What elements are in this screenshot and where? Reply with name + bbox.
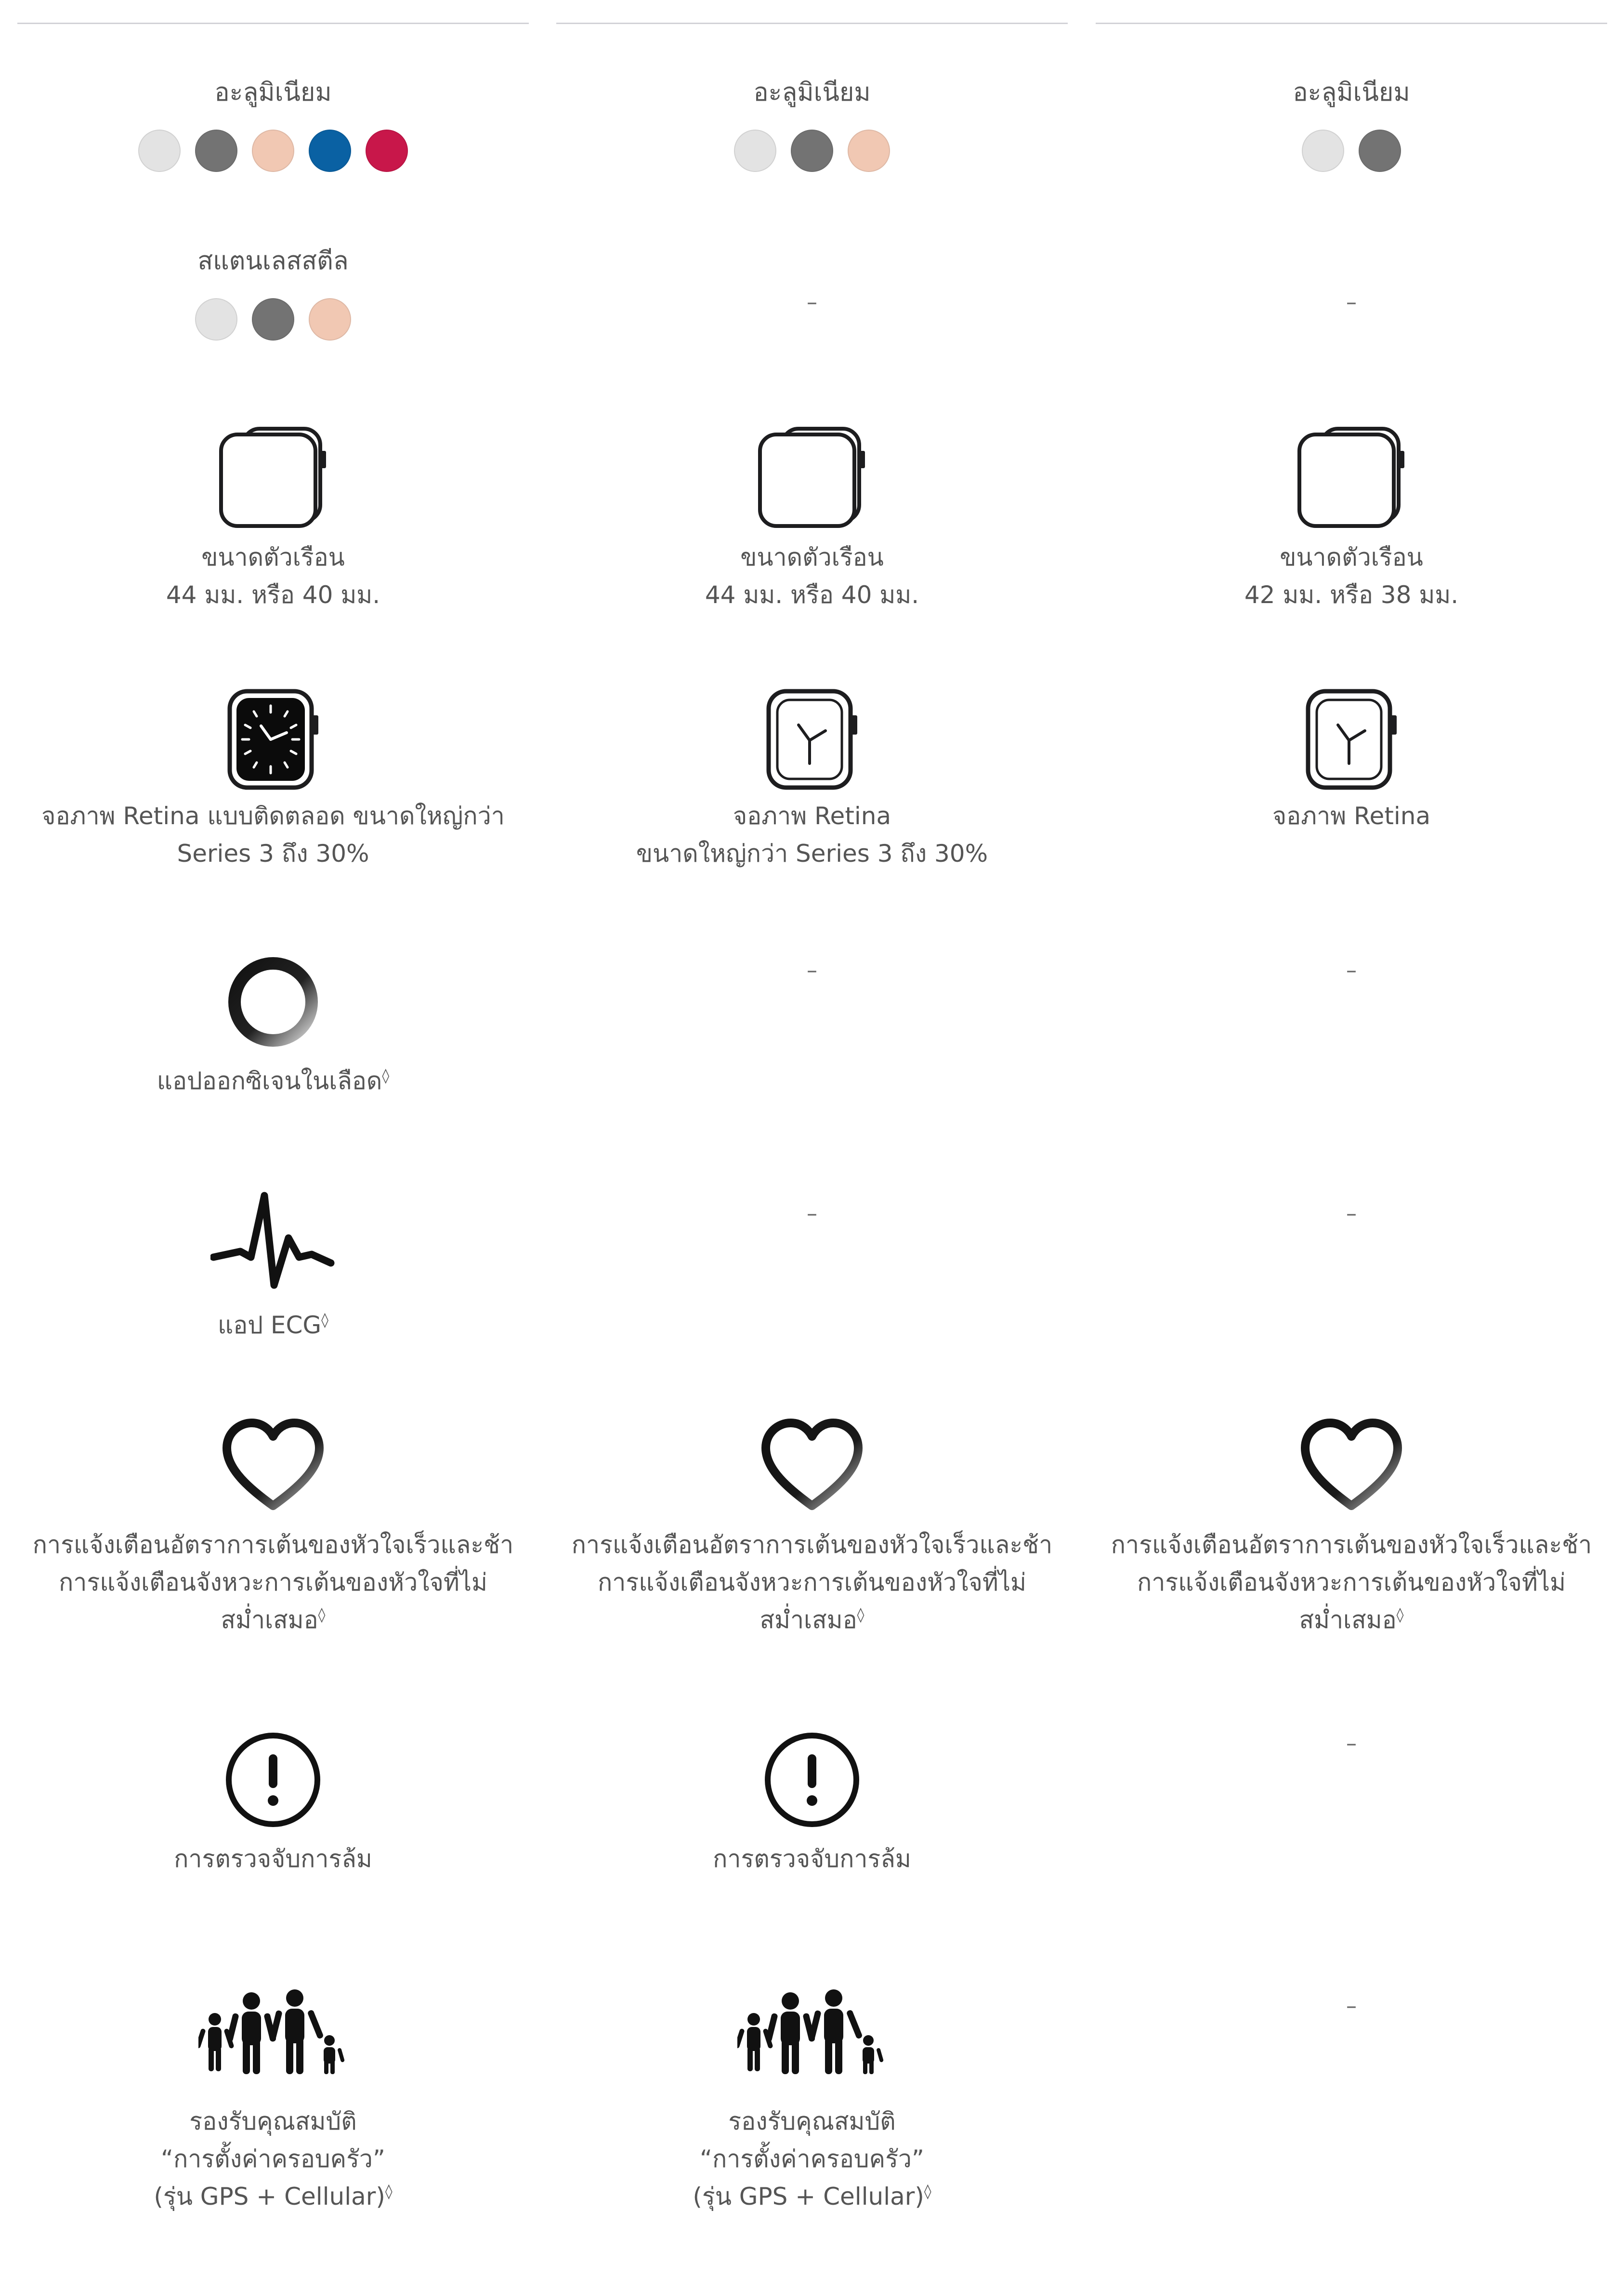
retina-display-icon [1303,686,1400,792]
not-available-dash [556,290,1068,315]
color-swatch-silver[interactable] [138,130,181,172]
heart-icon [1298,1416,1404,1513]
dash-text: – [1346,958,1357,983]
case-size-feature [1096,424,1607,614]
label-text: 44 มม. หรือ 40 มม. [705,581,919,609]
footnote-mark[interactable]: ◊ [385,2183,393,2200]
column-divider [17,23,529,24]
heart-notification-feature [556,1416,1068,1639]
compare-column-series-6 [17,0,529,2289]
column-divider [556,23,1068,24]
dash-text: – [807,1201,817,1226]
color-swatches [195,298,351,341]
color-swatch-gold[interactable] [848,130,890,172]
label-text: แอปออกซิเจนในเลือด [157,1067,382,1095]
label-line [154,2178,392,2215]
feature-label [174,1840,372,1878]
label-line [154,2103,392,2140]
color-swatch-gold[interactable] [309,298,351,341]
watch-case-size-icon [1294,424,1409,530]
label-line [1244,576,1458,614]
label-line [572,1526,1052,1564]
label-line [713,1840,911,1878]
label-line [41,797,505,835]
ecg-feature [17,1190,529,1344]
label-text: รองรับคุณสมบัติ [189,2107,357,2135]
family-setup-icon [737,1989,887,2076]
footnote-mark[interactable]: ◊ [857,1606,864,1623]
not-available-dash [556,959,1068,983]
footnote-mark[interactable]: ◊ [924,2183,931,2200]
case-size-feature [556,424,1068,614]
blood-oxygen-feature [17,951,529,1100]
label-text: แอป ECG [218,1311,322,1339]
heart-notification-feature [17,1416,529,1639]
material-stainless-section [17,246,529,341]
label-line [572,1564,1052,1601]
label-text: การแจ้งเตือนอัตราการเต้นของหัวใจเร็วและช้า [1111,1531,1592,1559]
dash-text: – [807,958,817,983]
label-text: จอภาพ Retina แบบติดตลอด ขนาดใหญ่กว่า [41,802,505,830]
label-line [166,539,380,576]
color-swatch-silver[interactable] [195,298,237,341]
dash-text: – [1346,290,1357,315]
feature-label [693,2103,931,2215]
dash-text: – [1346,1731,1357,1756]
column-divider [1096,23,1607,24]
label-line [41,835,505,872]
not-available-dash [1096,290,1607,315]
label-text: จอภาพ Retina [1272,802,1431,830]
display-feature [556,686,1068,872]
label-line [705,576,919,614]
feature-label [1272,797,1430,835]
label-line [1111,1601,1592,1639]
label-line [572,1601,1052,1639]
fall-detection-feature [17,1729,529,1878]
feature-label [705,539,919,614]
feature-label [33,1526,513,1639]
blood-oxygen-icon [223,951,324,1052]
label-line [33,1601,513,1639]
label-line [218,1306,328,1344]
label-text: การแจ้งเตือนจังหวะการเต้นของหัวใจที่ไม่ [598,1568,1026,1596]
label-text: ขนาดตัวเรือน [201,543,345,571]
feature-label [1244,539,1458,614]
label-text: (รุ่น GPS + Cellular) [693,2183,924,2210]
label-line [636,797,988,835]
color-swatches [1302,130,1401,172]
not-available-dash [1096,1732,1607,1756]
footnote-mark[interactable]: ◊ [321,1312,328,1329]
material-aluminum-section [1096,77,1607,172]
footnote-mark[interactable]: ◊ [1396,1606,1404,1623]
label-text: การแจ้งเตือนอัตราการเต้นของหัวใจเร็วและช้า [571,1531,1053,1559]
case-size-feature [17,424,529,614]
color-swatches [138,130,408,172]
label-line [1272,797,1430,835]
feature-label [157,1062,389,1100]
label-line [154,2140,392,2178]
heart-icon [220,1416,326,1513]
label-text: การตรวจจับการล้ม [174,1845,372,1873]
label-line [705,539,919,576]
footnote-mark[interactable]: ◊ [382,1067,390,1084]
family-setup-feature [17,1989,529,2215]
feature-label [41,797,505,872]
not-available-dash [1096,1994,1607,2018]
color-swatch-space_gray[interactable] [195,130,237,172]
label-text: 44 มม. หรือ 40 มม. [166,581,380,609]
family-setup-feature [556,1989,1068,2215]
label-text: ขนาดใหญ่กว่า Series 3 ถึง 30% [636,840,988,868]
display-feature [1096,686,1607,835]
family-setup-icon [198,1989,348,2076]
watch-case-size-icon [754,424,870,530]
not-available-dash [1096,1202,1607,1226]
display-feature [17,686,529,872]
ecg-icon [210,1190,336,1301]
always-on-retina-icon [225,686,321,792]
material-label: อะลูมิเนียม [1293,78,1410,107]
dash-text: – [1346,1201,1357,1226]
watch-case-size-icon [215,424,331,530]
color-swatch-red[interactable] [366,130,408,172]
label-line [1244,539,1458,576]
label-text: ขนาดตัวเรือน [740,543,884,571]
heart-icon [759,1416,865,1513]
dash-text: – [807,290,817,315]
label-text: ขนาดตัวเรือน [1280,543,1423,571]
color-swatch-space_gray[interactable] [252,298,294,341]
color-swatches [734,130,890,172]
label-line [33,1526,513,1564]
label-text: จอภาพ Retina [733,802,891,830]
color-swatch-silver[interactable] [734,130,776,172]
label-line [157,1062,389,1100]
compare-column-se [556,0,1068,2289]
label-text: “การตั้งค่าครอบครัว” [700,2145,924,2173]
feature-label [218,1306,328,1344]
label-text: สม่ำเสมอ [760,1606,857,1634]
feature-label [1111,1526,1592,1639]
material-label: สแตนเลสสตีล [197,247,349,276]
label-text: สม่ำเสมอ [1299,1606,1397,1634]
label-line [693,2140,931,2178]
color-swatch-gold[interactable] [252,130,294,172]
feature-label [636,797,988,872]
not-available-dash [556,1202,1068,1226]
fall-detection-icon [223,1729,324,1830]
color-swatch-space_gray[interactable] [791,130,833,172]
retina-display-icon [764,686,860,792]
not-available-dash [1096,959,1607,983]
feature-label [713,1840,911,1878]
fall-detection-feature [556,1729,1068,1878]
label-text: การแจ้งเตือนอัตราการเต้นของหัวใจเร็วและช้า [32,1531,514,1559]
label-line [33,1564,513,1601]
label-line [693,2103,931,2140]
material-label: อะลูมิเนียม [753,78,871,107]
label-line [1111,1526,1592,1564]
material-aluminum-section [556,77,1068,172]
material-aluminum-section [17,77,529,172]
color-swatch-space_gray[interactable] [1359,130,1401,172]
feature-label [154,2103,392,2215]
feature-label [572,1526,1052,1639]
fall-detection-icon [761,1729,863,1830]
label-text: “การตั้งค่าครอบครัว” [161,2145,385,2173]
label-line [166,576,380,614]
label-line [693,2178,931,2215]
label-text: Series 3 ถึง 30% [177,840,369,868]
material-label: อะลูมิเนียม [214,78,332,107]
label-text: การแจ้งเตือนจังหวะการเต้นของหัวใจที่ไม่ [59,1568,487,1596]
footnote-mark[interactable]: ◊ [318,1606,326,1623]
color-swatch-silver[interactable] [1302,130,1344,172]
color-swatch-blue[interactable] [309,130,351,172]
label-text: การตรวจจับการล้ม [713,1845,911,1873]
label-text: (รุ่น GPS + Cellular) [154,2183,385,2210]
label-text: 42 มม. หรือ 38 มม. [1244,581,1459,609]
heart-notification-feature [1096,1416,1607,1639]
label-text: รองรับคุณสมบัติ [728,2107,896,2135]
label-line [174,1840,372,1878]
feature-label [166,539,380,614]
label-line [636,835,988,872]
label-line [1111,1564,1592,1601]
label-text: การแจ้งเตือนจังหวะการเต้นของหัวใจที่ไม่ [1137,1568,1566,1596]
label-text: สม่ำเสมอ [221,1606,318,1634]
dash-text: – [1346,1994,1357,2018]
compare-column-series-3 [1096,0,1607,2289]
